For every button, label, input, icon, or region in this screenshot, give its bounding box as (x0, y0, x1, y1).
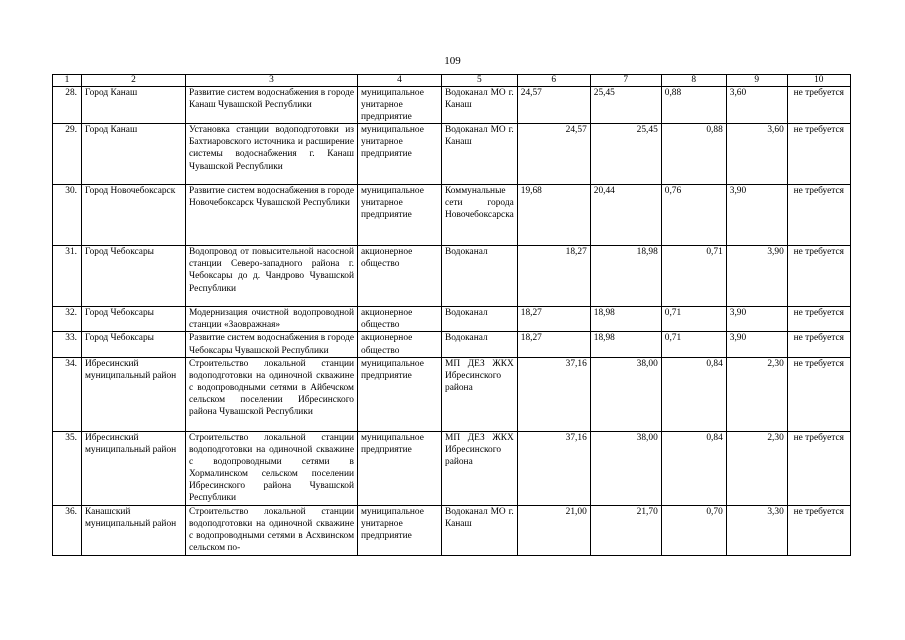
row-number: 33. (53, 332, 82, 357)
header-cell: 7 (590, 75, 661, 87)
value-cell: 0,71 (661, 332, 726, 357)
organization-cell: МП ДЕЗ ЖКХ Ибресинского района (442, 431, 518, 505)
header-cell: 3 (186, 75, 358, 87)
project-cell: Развитие систем водоснабжения в городе Чебоксары Чувашской Республики (186, 332, 358, 357)
table-row (53, 307, 851, 332)
value-cell: 25,45 (590, 87, 661, 124)
ownership-form-cell: акционерное общество (358, 332, 442, 357)
value-cell: 18,98 (590, 332, 661, 357)
ownership-form-cell: акционерное общество (358, 246, 442, 307)
municipality-cell: Город Чебоксары (82, 307, 186, 332)
value-cell: 24,57 (517, 87, 590, 124)
header-cell: 8 (661, 75, 726, 87)
municipality-cell: Город Новочебоксарск (82, 185, 186, 246)
page-number: 109 (444, 55, 461, 67)
value-cell: 37,16 (517, 431, 590, 505)
row-number: 35. (53, 431, 82, 505)
value-cell: 0,84 (661, 431, 726, 505)
organization-cell: Коммунальные сети города Новочебоксарска (442, 185, 518, 246)
table-row (53, 357, 851, 431)
requirement-cell: не требуется (787, 185, 850, 246)
project-cell: Развитие систем водоснабжения в городе Новочебоксарск Чувашской Республики (186, 185, 358, 246)
value-cell: 24,57 (517, 124, 590, 185)
ownership-form-cell: акционерное общество (358, 307, 442, 332)
header-cell: 10 (787, 75, 850, 87)
value-cell: 19,68 (517, 185, 590, 246)
value-cell: 3,90 (726, 307, 787, 332)
value-cell: 18,27 (517, 246, 590, 307)
municipality-cell: Город Канаш (82, 87, 186, 124)
row-number: 34. (53, 357, 82, 431)
value-cell: 3,30 (726, 505, 787, 555)
municipality-cell: Город Чебоксары (82, 246, 186, 307)
organization-cell: Водоканал МО г. Канаш (442, 87, 518, 124)
table-row (53, 431, 851, 505)
value-cell: 18,98 (590, 246, 661, 307)
project-cell: Строительство локальной станции водоподготовки на одиночной скважине с водопроводными сетями в Хормалинском сельском поселении Ибресинского района Чувашской Республики (186, 431, 358, 505)
table-row (53, 246, 851, 307)
value-cell: 18,27 (517, 332, 590, 357)
value-cell: 0,76 (661, 185, 726, 246)
organization-cell: Водоканал МО г. Канаш (442, 505, 518, 555)
value-cell: 20,44 (590, 185, 661, 246)
table-row (53, 124, 851, 185)
project-cell: Модернизация очистной водопроводной станции «Заовражная» (186, 307, 358, 332)
ownership-form-cell: муниципальное унитарное предприятие (358, 124, 442, 185)
table-row (53, 505, 851, 555)
requirement-cell: не требуется (787, 505, 850, 555)
requirement-cell: не требуется (787, 332, 850, 357)
ownership-form-cell: муниципальное унитарное предприятие (358, 87, 442, 124)
row-number: 30. (53, 185, 82, 246)
header-cell: 2 (82, 75, 186, 87)
row-number: 31. (53, 246, 82, 307)
project-cell: Строительство локальной станции водоподготовки на одиночной скважине с водопроводными сетями в Айбечском сельском поселении Ибресинского района Чувашской Республики (186, 357, 358, 431)
table-row (53, 332, 851, 357)
row-number: 28. (53, 87, 82, 124)
municipality-cell: Ибресинский муниципальный район (82, 431, 186, 505)
requirement-cell: не требуется (787, 246, 850, 307)
header-cell: 9 (726, 75, 787, 87)
row-number: 36. (53, 505, 82, 555)
municipality-cell: Канашский муниципальный район (82, 505, 186, 555)
municipality-cell: Ибресинский муниципальный район (82, 357, 186, 431)
municipality-cell: Город Чебоксары (82, 332, 186, 357)
value-cell: 0,84 (661, 357, 726, 431)
value-cell: 2,30 (726, 431, 787, 505)
value-cell: 3,90 (726, 185, 787, 246)
header-cell: 1 (53, 75, 82, 87)
row-number: 29. (53, 124, 82, 185)
header-cell: 5 (442, 75, 518, 87)
ownership-form-cell: муниципальное предприятие (358, 431, 442, 505)
requirement-cell: не требуется (787, 357, 850, 431)
project-cell: Развитие систем водоснабжения в городе Канаш Чувашской Республики (186, 87, 358, 124)
requirement-cell: не требуется (787, 307, 850, 332)
organization-cell: Водоканал (442, 246, 518, 307)
value-cell: 3,60 (726, 87, 787, 124)
value-cell: 21,00 (517, 505, 590, 555)
value-cell: 25,45 (590, 124, 661, 185)
value-cell: 0,88 (661, 124, 726, 185)
value-cell: 0,70 (661, 505, 726, 555)
value-cell: 0,71 (661, 307, 726, 332)
requirement-cell: не требуется (787, 124, 850, 185)
value-cell: 18,27 (517, 307, 590, 332)
value-cell: 38,00 (590, 357, 661, 431)
header-cell: 6 (517, 75, 590, 87)
project-cell: Установка станции водоподготовки из Бахтиаровского источника и расширение системы водоснабжения г. Канаш Чувашской Республики (186, 124, 358, 185)
municipality-cell: Город Канаш (82, 124, 186, 185)
table-row (53, 185, 851, 246)
tariff-table (52, 74, 851, 556)
value-cell: 3,60 (726, 124, 787, 185)
header-row (53, 75, 851, 87)
organization-cell: МП ДЕЗ ЖКХ Ибресинского района (442, 357, 518, 431)
value-cell: 2,30 (726, 357, 787, 431)
organization-cell: Водоканал (442, 332, 518, 357)
value-cell: 0,88 (661, 87, 726, 124)
requirement-cell: не требуется (787, 87, 850, 124)
project-cell: Строительство локальной станции водоподготовки на одиночной скважине с водопроводными сетями в Асхвинском сельском по- (186, 505, 358, 555)
header-cell: 4 (358, 75, 442, 87)
value-cell: 3,90 (726, 246, 787, 307)
row-number: 32. (53, 307, 82, 332)
value-cell: 18,98 (590, 307, 661, 332)
value-cell: 0,71 (661, 246, 726, 307)
organization-cell: Водоканал МО г. Канаш (442, 124, 518, 185)
value-cell: 3,90 (726, 332, 787, 357)
value-cell: 21,70 (590, 505, 661, 555)
organization-cell: Водоканал (442, 307, 518, 332)
project-cell: Водопровод от повысительной насосной станции Северо-западного района г. Чебоксары до д. Чандрово Чувашской Республики (186, 246, 358, 307)
ownership-form-cell: муниципальное унитарное предприятие (358, 185, 442, 246)
table-row (53, 87, 851, 124)
ownership-form-cell: муниципальное предприятие (358, 357, 442, 431)
value-cell: 38,00 (590, 431, 661, 505)
requirement-cell: не требуется (787, 431, 850, 505)
ownership-form-cell: муниципальное унитарное предприятие (358, 505, 442, 555)
value-cell: 37,16 (517, 357, 590, 431)
